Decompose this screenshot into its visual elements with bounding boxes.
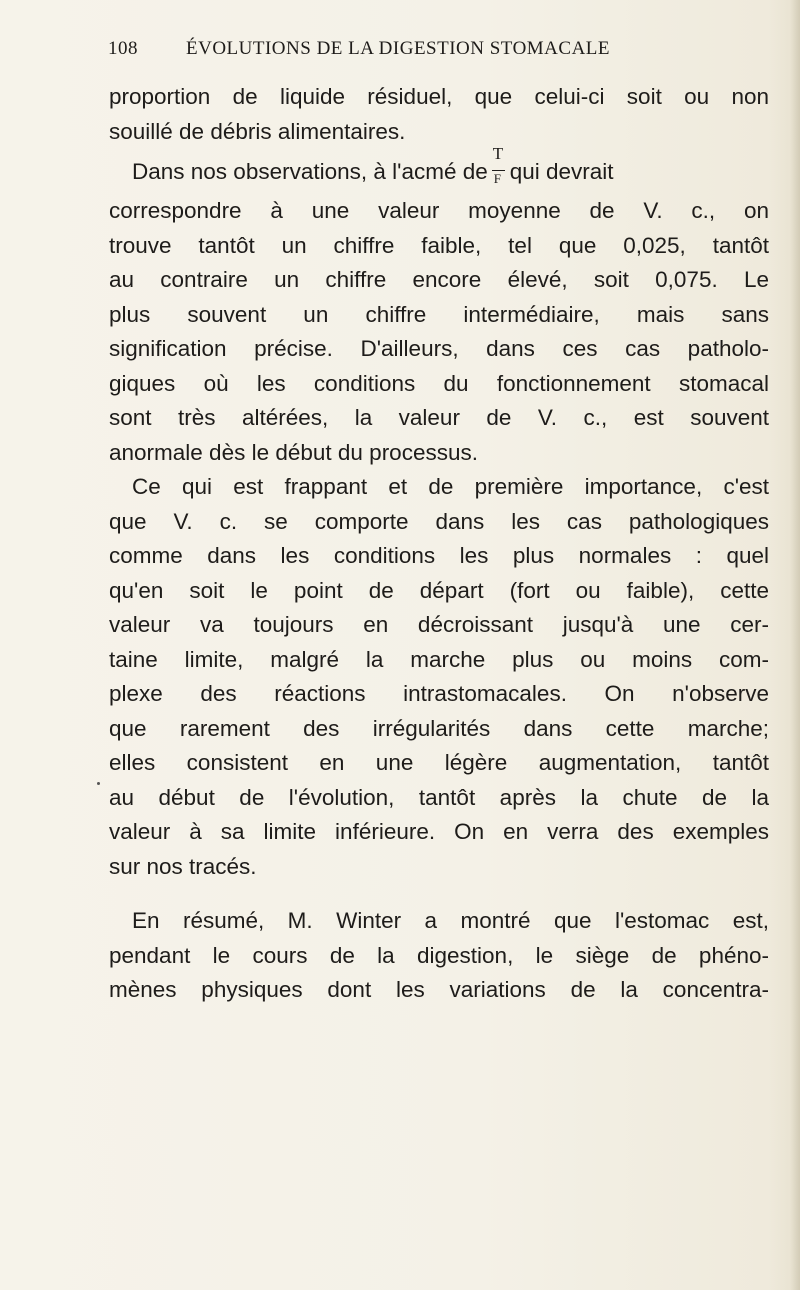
running-title: ÉVOLUTIONS DE LA DIGESTION STOMACALE	[186, 38, 611, 59]
page-edge-shadow	[790, 0, 800, 1290]
text-line: sont très altérées, la valeur de V. c., est souvent	[109, 405, 769, 430]
page-number: 108	[108, 38, 138, 59]
text-line: pendant le cours de la digestion, le siège de phéno-	[109, 942, 769, 968]
text-line: signification précise. D'ailleurs, dans ces cas patholo-	[109, 336, 769, 361]
running-header	[108, 38, 688, 62]
text-line: que V. c. se comporte dans les cas pathologiques	[109, 508, 769, 534]
text-line: mènes physiques dont les variations de la concentra-	[109, 977, 769, 1002]
text-line: proportion de liquide résiduel, que celui-ci soit ou non	[109, 84, 769, 109]
text-line: valeur va toujours en décroissant jusqu'à une cer-	[109, 612, 769, 637]
body-text	[109, 80, 769, 1008]
text-segment: Dans nos observations, à l'acmé de	[132, 159, 488, 184]
text-line: giques où les conditions du fonctionnement stomacal	[109, 370, 769, 396]
text-line: taine limite, malgré la marche plus ou moins com-	[109, 646, 769, 672]
text-line: anormale dès le début du processus.	[109, 439, 478, 465]
text-line: Ce qui est frappant et de première importance, c'est	[132, 474, 769, 499]
fraction-t-over-f	[492, 144, 506, 193]
text-segment: qui devrait	[509, 159, 614, 184]
text-line: trouve tantôt un chiffre faible, tel que 0,025, tantôt	[109, 232, 769, 258]
text-line-with-fraction	[109, 144, 769, 194]
text-line: plus souvent un chiffre intermédiaire, mais sans	[109, 301, 769, 327]
text-line: correspondre à une valeur moyenne de V. c., on	[109, 198, 769, 223]
text-line: que rarement des irrégularités dans cette marche;	[109, 715, 769, 741]
text-line: sur nos tracés.	[109, 853, 257, 879]
text-line: plexe des réactions intrastomacales. On n'observe	[109, 681, 769, 706]
text-line: au début de l'évolution, tantôt après la chute de la	[109, 784, 769, 810]
text-line: En résumé, M. Winter a montré que l'estomac est,	[132, 908, 769, 933]
text-line: comme dans les conditions les plus normales : quel	[109, 543, 769, 568]
text-line: souillé de débris alimentaires.	[109, 118, 406, 144]
text-line: valeur à sa limite inférieure. On en verra des exemples	[109, 819, 769, 844]
fraction-denominator: F	[493, 171, 501, 187]
text-line: qu'en soit le point de départ (fort ou faible), cette	[109, 577, 769, 603]
text-line: au contraire un chiffre encore élevé, soit 0,075. Le	[109, 267, 769, 292]
paragraph-gap	[109, 884, 769, 904]
text-line: elles consistent en une légère augmentation, tantôt	[109, 750, 769, 775]
stray-ink-mark	[97, 782, 100, 785]
fraction-numerator: T	[492, 144, 504, 164]
